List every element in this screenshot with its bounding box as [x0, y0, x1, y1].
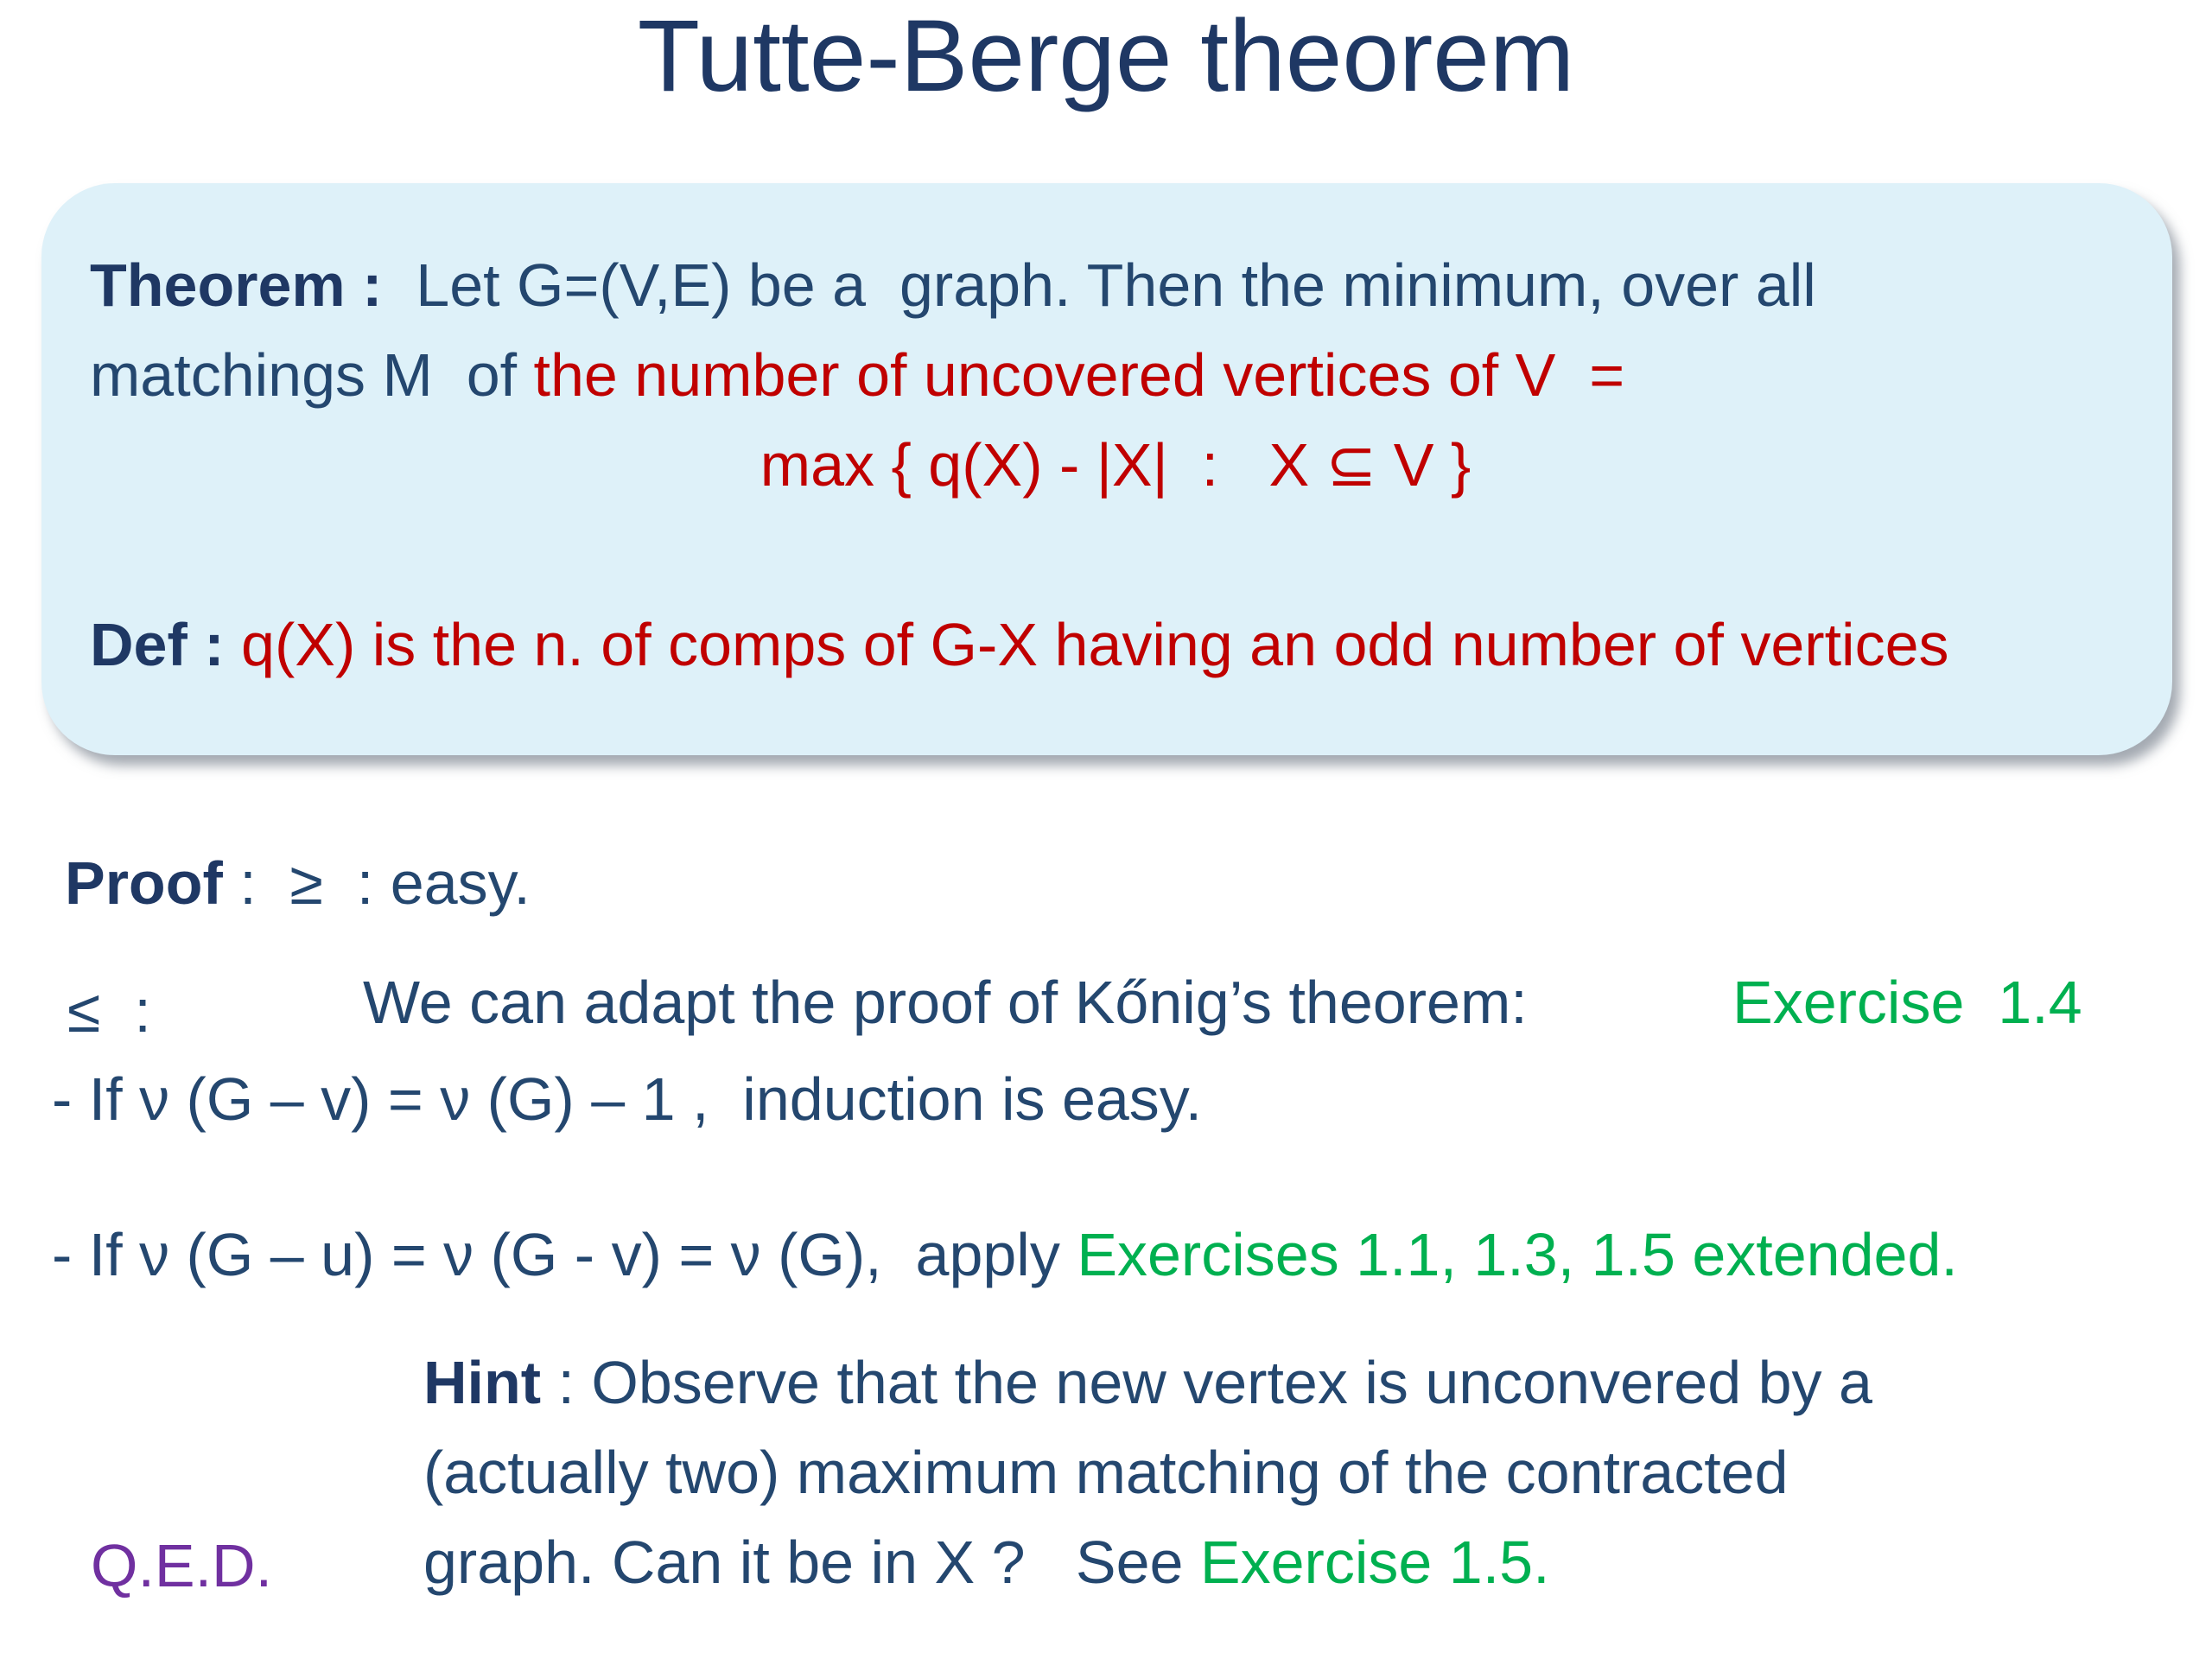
proof-geq-easy: : ≥ : easy.	[222, 849, 531, 917]
definition-line	[90, 600, 2141, 690]
theorem-formula-line	[90, 420, 2141, 510]
hint-text-3: graph. Can it be in X ? See	[423, 1529, 1200, 1596]
exercises-ref: Exercises 1.1, 1.3, 1.5 extended.	[1077, 1221, 1958, 1288]
induction-case-line	[52, 1054, 1202, 1144]
theorem-line-2	[90, 330, 2141, 420]
theorem-label: Theorem :	[90, 251, 383, 319]
theorem-line-1	[90, 240, 2141, 330]
theorem-box	[41, 183, 2172, 755]
def-label: Def :	[90, 611, 225, 678]
hint-line-2	[423, 1427, 2134, 1517]
hint-line-3	[423, 1517, 2134, 1607]
hint-text-1: : Observe that the new vertex is unconvered by a	[541, 1349, 1872, 1416]
exercise-1-5-ref: Exercise 1.5.	[1199, 1529, 1550, 1596]
proof-line	[65, 838, 531, 928]
theorem-box-content	[90, 240, 2141, 690]
leq-case-line	[0, 957, 2212, 1047]
qed-mark	[91, 1521, 272, 1611]
tutte-berge-formula: max { q(X) - |X| : X ⊆ V }	[760, 431, 1471, 499]
apply-case-text: - If ν (G – u) = ν (G - v) = ν (G), apply	[52, 1221, 1077, 1288]
qed-text: Q.E.D.	[91, 1532, 273, 1599]
hint-block	[423, 1338, 2134, 1607]
hint-text-2: (actually two) maximum matching of the contracted	[423, 1439, 1789, 1506]
theorem-statement-start: Let G=(V,E) be a graph. Then the minimum, over all	[382, 251, 1816, 319]
hint-label: Hint	[423, 1349, 542, 1416]
page-title-text: Tutte-Berge theorem	[637, 0, 1575, 113]
theorem-statement-mid: matchings M of	[90, 341, 534, 409]
leq-symbol: ≤ :	[67, 977, 151, 1045]
def-text: q(X) is the n. of comps of G-X having an odd number of vertices	[224, 611, 1949, 678]
hint-line-1	[423, 1338, 2134, 1427]
apply-exercises-line	[52, 1210, 2195, 1300]
page-title	[0, 0, 2212, 121]
proof-label: Proof	[65, 849, 223, 917]
blank-line	[90, 510, 2141, 600]
koenig-adapt-text: We can adapt the proof of Kőnig’s theorem:	[363, 969, 1528, 1036]
induction-case-text: - If ν (G – v) = ν (G) – 1 , induction is easy.	[52, 1065, 1203, 1133]
exercise-1-4-ref: Exercise 1.4	[1732, 969, 2082, 1036]
theorem-statement-red: the number of uncovered vertices of V =	[533, 341, 1625, 409]
